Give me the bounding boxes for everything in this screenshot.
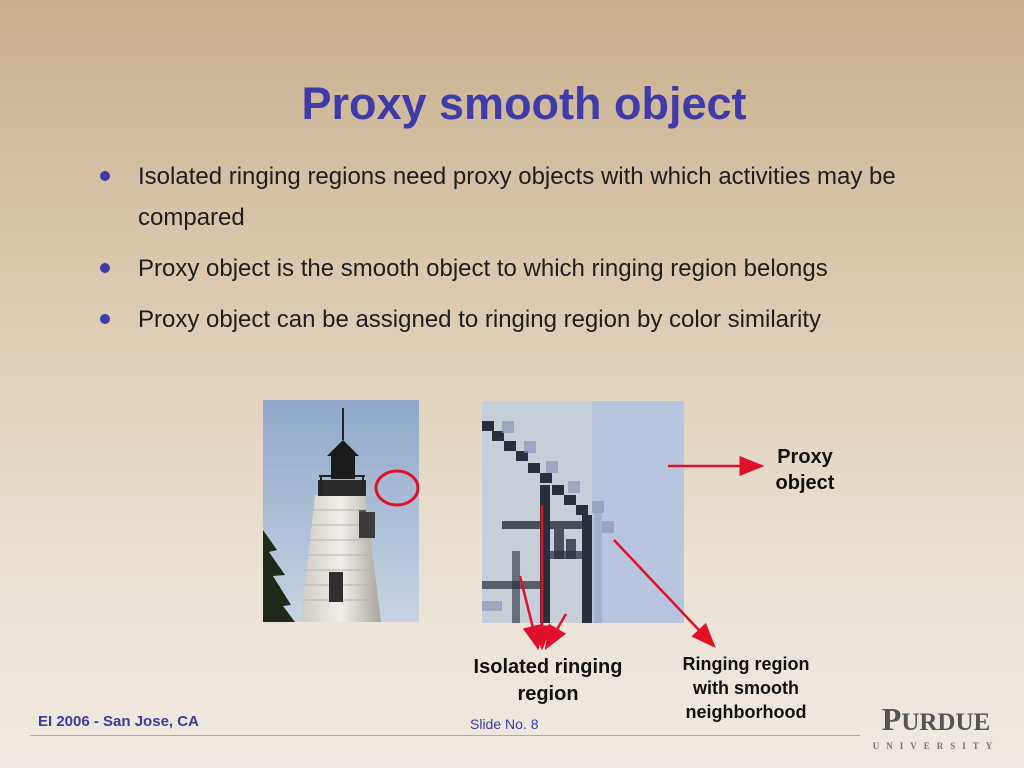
isolated-ringing-label: Isolated ringing region xyxy=(473,656,623,705)
purdue-logo: PURDUE UNIVERSITY xyxy=(872,701,1000,751)
zoomed-ringing-region-image xyxy=(482,401,684,623)
bullet-dot-icon xyxy=(100,314,110,324)
lighthouse-photo xyxy=(263,400,419,622)
bullet-item xyxy=(100,299,980,340)
footer-conference: EI 2006 - San Jose, CA xyxy=(38,713,199,730)
bullet-list xyxy=(100,156,980,350)
bullet-text: Proxy object is the smooth object to which ringing region belongs xyxy=(138,255,828,282)
bullet-dot-icon xyxy=(100,263,110,273)
footer-slide-number: Slide No. 8 xyxy=(470,716,539,732)
bullet-item xyxy=(100,248,980,289)
slide-title: Proxy smooth object xyxy=(301,78,747,129)
bullet-item xyxy=(100,156,980,238)
bullet-dot-icon xyxy=(100,171,110,181)
bullet-text: Proxy object can be assigned to ringing region by color similarity xyxy=(138,306,822,333)
ringing-region-label: Ringing region with smooth neighborhood xyxy=(682,654,810,722)
bullet-text: Isolated ringing regions need proxy objects with which activities may be compared xyxy=(138,163,896,231)
proxy-object-label: Proxy object xyxy=(775,446,835,494)
footer-divider xyxy=(30,735,860,736)
